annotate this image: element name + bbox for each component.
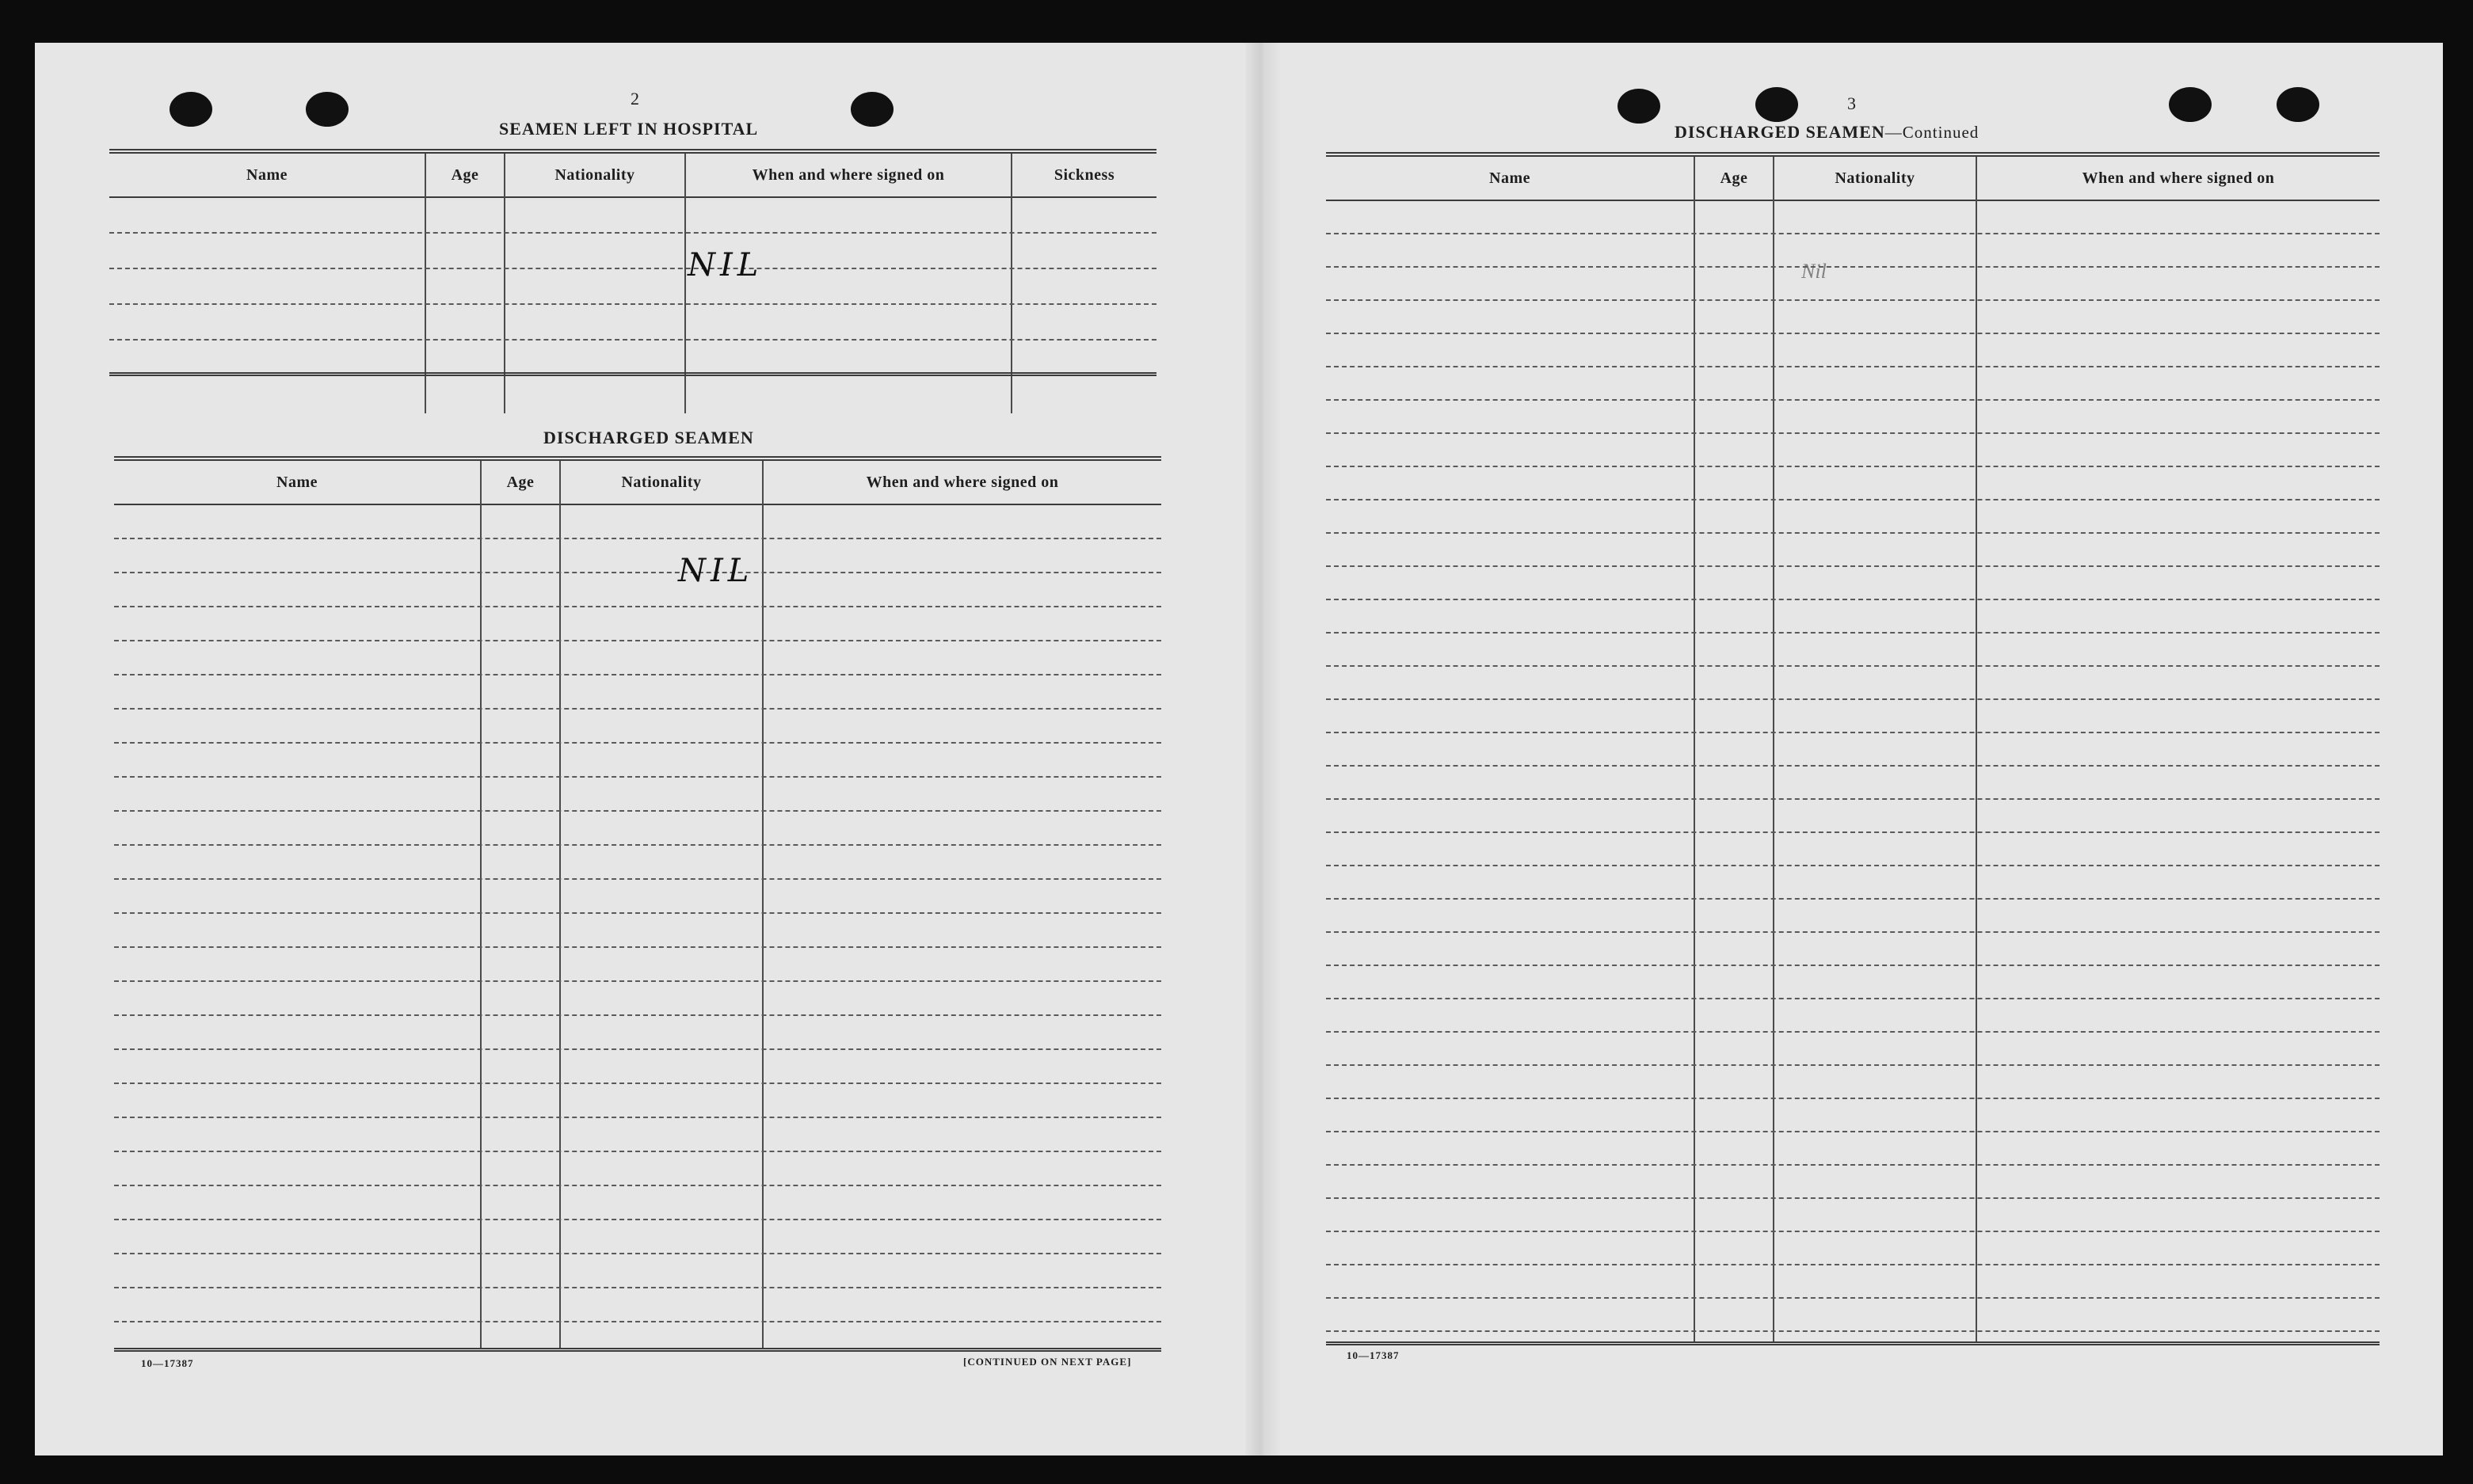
page-fold: [1245, 43, 1280, 1455]
table-row: [114, 1254, 1161, 1288]
col-header-nationality: Nationality: [554, 166, 635, 184]
table-row: [114, 607, 1161, 641]
table-row: [1326, 301, 2380, 334]
hospital-rows: [109, 198, 1156, 413]
table-row: [1326, 667, 2380, 700]
col-header-name: Name: [276, 473, 318, 491]
col-header-nationality: Nationality: [1835, 169, 1915, 187]
left-form-number: 10—17387: [141, 1357, 194, 1369]
table-row: [1326, 634, 2380, 667]
table-row: [114, 1016, 1161, 1050]
punch-hole: [306, 92, 349, 127]
table-row: [1326, 1199, 2380, 1232]
table-row: [1326, 1166, 2380, 1199]
table-row: [114, 1050, 1161, 1084]
table-row: [109, 198, 1156, 234]
col-header-name: Name: [1489, 169, 1530, 187]
left-page-number: 2: [631, 89, 640, 108]
table-row: [109, 305, 1156, 341]
right-page-number: 3: [1847, 93, 1857, 113]
table-row: [109, 269, 1156, 305]
punch-hole: [851, 92, 894, 127]
col-header-signed-on: When and where signed on: [752, 166, 945, 184]
table-row: [1326, 600, 2380, 634]
table-row: [114, 710, 1161, 744]
table-row: [114, 1118, 1161, 1152]
table-row: [1326, 500, 2380, 534]
table-row: [1326, 1232, 2380, 1265]
punch-hole: [170, 92, 212, 127]
discharged-section-title: DISCHARGED SEAMEN: [543, 428, 754, 447]
right-form-number: 10—17387: [1347, 1349, 1400, 1361]
table-row: [1326, 234, 2380, 268]
discharged-continued-header: [1326, 157, 2380, 201]
col-header-nationality: Nationality: [621, 473, 702, 491]
col-header-name: Name: [246, 166, 288, 184]
table-row: [1326, 1066, 2380, 1099]
table-row: [1326, 268, 2380, 301]
table-row: [1326, 1099, 2380, 1132]
table-row: [1326, 767, 2380, 800]
table-row: [114, 573, 1161, 607]
discharged-continued-title-bold: DISCHARGED SEAMEN: [1675, 122, 1885, 142]
discharged-table-left: [114, 456, 1161, 1352]
col-header-age: Age: [1720, 169, 1748, 187]
discharged-nil-entry: NIL: [678, 553, 754, 589]
col-header-signed-on: When and where signed on: [2082, 169, 2275, 187]
punch-hole: [2277, 87, 2319, 122]
table-row: [1326, 467, 2380, 500]
table-row: [1326, 700, 2380, 733]
hospital-nil-entry: NIL: [688, 247, 764, 283]
discharged-rows-right: [1326, 201, 2380, 1341]
table-row: [114, 812, 1161, 846]
table-row: [1326, 1265, 2380, 1299]
table-row: [114, 982, 1161, 1016]
table-row: [1326, 833, 2380, 866]
table-row: [1326, 933, 2380, 966]
table-row: [1326, 1299, 2380, 1332]
table-row: [1326, 201, 2380, 234]
discharged-rows-left: [114, 505, 1161, 1348]
table-row: [1326, 401, 2380, 434]
table-row: [114, 1084, 1161, 1118]
col-header-age: Age: [506, 473, 535, 491]
discharged-continued-suffix: —Continued: [1884, 123, 1980, 142]
table-row: [1326, 434, 2380, 467]
discharged-table-header: [114, 461, 1161, 505]
discharged-continued-title: [1675, 122, 1979, 143]
table-row: [1326, 999, 2380, 1033]
table-row: [1326, 534, 2380, 567]
col-header-signed-on: When and where signed on: [866, 473, 1059, 491]
table-row: [114, 744, 1161, 778]
table-row: [1326, 733, 2380, 767]
col-header-age: Age: [451, 166, 479, 184]
hospital-section-title: SEAMEN LEFT IN HOSPITAL: [499, 119, 759, 139]
table-row: [109, 341, 1156, 376]
discharged-table-right: [1326, 152, 2380, 1345]
table-row: [114, 641, 1161, 675]
table-row: [1326, 900, 2380, 933]
table-row: [114, 1220, 1161, 1254]
table-row: [1326, 966, 2380, 999]
table-row: [114, 1288, 1161, 1322]
hospital-table: [109, 149, 1156, 413]
table-row: [1326, 334, 2380, 367]
hospital-table-header: [109, 154, 1156, 198]
table-row: [1326, 367, 2380, 401]
table-row: [114, 1186, 1161, 1220]
table-row: [114, 846, 1161, 880]
table-row: [114, 1152, 1161, 1186]
table-row: [1326, 567, 2380, 600]
table-row: [114, 505, 1161, 539]
table-row: [114, 675, 1161, 710]
table-row: [1326, 800, 2380, 833]
faint-nil-mark: Nil: [1801, 260, 1827, 283]
table-row: [1326, 866, 2380, 900]
ledger-sheet: [35, 43, 2443, 1455]
punch-hole: [1618, 89, 1660, 124]
table-row: [114, 880, 1161, 914]
col-header-sickness: Sickness: [1054, 166, 1115, 184]
punch-hole: [1755, 87, 1798, 122]
table-row: [109, 234, 1156, 269]
table-row: [1326, 1132, 2380, 1166]
table-row: [114, 778, 1161, 812]
table-row: [114, 914, 1161, 948]
punch-hole: [2169, 87, 2212, 122]
table-row: [114, 539, 1161, 573]
continued-note: [CONTINUED ON NEXT PAGE]: [963, 1356, 1132, 1368]
table-row: [114, 948, 1161, 982]
table-row: [1326, 1033, 2380, 1066]
